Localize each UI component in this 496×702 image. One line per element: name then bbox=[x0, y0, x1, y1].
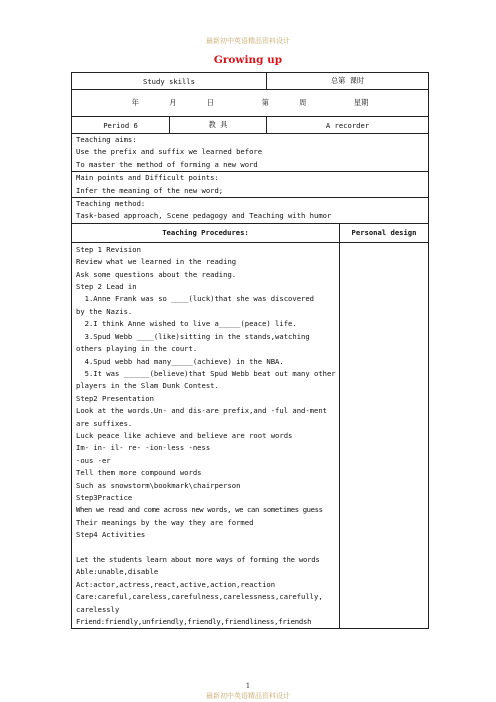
date-cell bbox=[72, 90, 429, 117]
row-date bbox=[72, 90, 429, 117]
procedure-line: Care:careful,careless,carefulness,carelessness,carefully, bbox=[76, 592, 323, 602]
week-label: 周 bbox=[299, 98, 307, 107]
procedure-line: 1.Anne Frank was so ____(luck)that she was discovered bbox=[76, 294, 314, 304]
procedure-line: Im- in- il- re- -ion-less -ness bbox=[76, 443, 211, 453]
aims-line: To master the method of forming a new word bbox=[76, 159, 258, 169]
procedure-line: 2.I think Anne wished to live a_____(peace) life. bbox=[76, 319, 297, 329]
lesson-plan-table bbox=[71, 72, 429, 629]
method-line: Task-based approach, Scene pedagogy and Teaching with humor bbox=[76, 211, 332, 221]
procedure-line: Luck peace like achieve and believe are root words bbox=[76, 430, 293, 440]
points-cell bbox=[72, 172, 429, 198]
procedure-line: Step3Practice bbox=[76, 492, 133, 502]
row-topic bbox=[72, 73, 429, 90]
week-number-label: 第 bbox=[261, 98, 269, 107]
personal-design-cell bbox=[340, 242, 429, 629]
aims-line: Use the prefix and suffix we learned before bbox=[76, 147, 263, 157]
row-points bbox=[72, 172, 429, 198]
points-heading: Main points and Difficult points: bbox=[76, 173, 219, 183]
procedure-line: are suffixes. bbox=[76, 418, 133, 428]
weekday-label: 星期 bbox=[353, 98, 369, 107]
procedure-line: Their meanings by the way they are formed bbox=[76, 517, 254, 527]
procedure-line: by the Nazis. bbox=[76, 306, 133, 316]
procedure-line: others playing in the court. bbox=[76, 344, 198, 354]
procedure-line: Able:unable,disable bbox=[76, 567, 159, 577]
procedure-line: 5.It was ______(believe)that Spud Webb beat out many other bbox=[76, 368, 336, 378]
lesson-count-cell: 总第 课时 bbox=[267, 73, 429, 90]
procedure-line: Look at the words.Un- and dis-are prefix,and -ful and-ment bbox=[76, 406, 327, 416]
row-procedures-header bbox=[72, 223, 429, 242]
procedure-line: Review what we learned in the reading bbox=[76, 257, 237, 267]
procedure-line: 4.Spud webb had many_____(achieve) in the NBA. bbox=[76, 356, 284, 366]
aids-value-cell: A recorder bbox=[267, 117, 429, 134]
topic-cell: Study skills bbox=[72, 73, 267, 90]
procedure-line: Such as snowstorm\bookmark\chairperson bbox=[76, 480, 241, 490]
procedure-line: Step 1 Revision bbox=[76, 244, 141, 254]
procedure-line: Ask some questions about the reading. bbox=[76, 269, 237, 279]
procedure-line: Tell them more compound words bbox=[76, 468, 202, 478]
row-aims bbox=[72, 134, 429, 172]
procedures-cell bbox=[72, 242, 340, 629]
procedure-line: carelessly bbox=[76, 604, 120, 614]
header-watermark: 最新初中英语精品资料设计 bbox=[206, 37, 290, 45]
page-title: Growing up bbox=[213, 54, 283, 66]
procedure-line: When we read and come across new words, we can sometimes guess bbox=[76, 505, 323, 515]
method-cell bbox=[72, 198, 429, 224]
procedure-line: 3.Spud Webb ____(like)sitting in the stands,watching bbox=[76, 331, 310, 341]
row-procedures bbox=[72, 242, 429, 629]
row-method bbox=[72, 198, 429, 224]
procedure-line: Let the students learn about more ways of forming the words bbox=[76, 555, 320, 564]
procedure-line: Step2 Presentation bbox=[76, 393, 154, 403]
method-heading: Teaching method: bbox=[76, 199, 146, 209]
points-line: Infer the meaning of the new word; bbox=[76, 185, 224, 195]
period-cell: Period 6 bbox=[72, 117, 170, 134]
month-label: 月 bbox=[169, 98, 177, 107]
procedure-line: Act:actor,actress,react,active,action,reaction bbox=[76, 579, 276, 589]
procedure-line: Friend:friendly,unfriendly,friendly,friendliness,friendsh bbox=[76, 617, 312, 627]
procedures-header: Teaching Procedures: bbox=[72, 223, 340, 242]
page-number: 1 bbox=[245, 682, 251, 690]
procedure-line: Step4 Activities bbox=[76, 530, 146, 540]
footer-watermark: 最新初中英语精品资料设计 bbox=[206, 692, 290, 700]
aids-label-cell: 教 具 bbox=[170, 117, 267, 134]
procedure-line: players in the Slam Dunk Contest. bbox=[76, 381, 219, 391]
personal-design-header: Personal design bbox=[340, 223, 429, 242]
row-period bbox=[72, 117, 429, 134]
year-label: 年 bbox=[131, 98, 139, 107]
procedure-line: -ous -er bbox=[76, 455, 111, 465]
aims-heading: Teaching aims: bbox=[76, 135, 137, 144]
day-label: 日 bbox=[206, 98, 214, 107]
procedure-line bbox=[76, 542, 335, 554]
aims-cell bbox=[72, 134, 429, 172]
procedure-line: Step 2 Lead in bbox=[76, 282, 137, 292]
